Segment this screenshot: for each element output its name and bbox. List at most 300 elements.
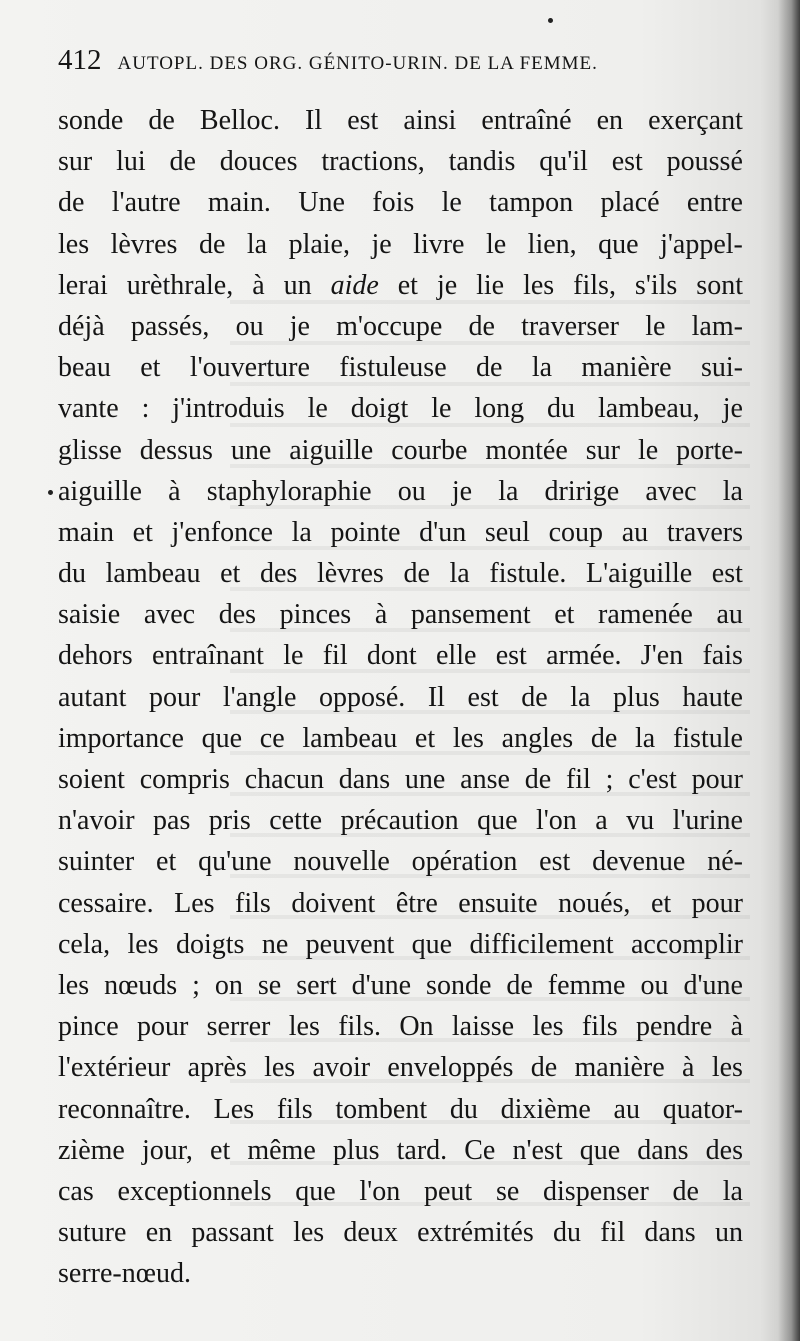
word: ;	[605, 764, 614, 795]
text-line	[58, 635, 743, 676]
word: exceptionnels	[117, 1175, 272, 1207]
word: travers	[666, 516, 743, 548]
word: je	[289, 310, 310, 342]
word: au	[716, 599, 743, 631]
word: la	[635, 722, 656, 754]
word: tractions,	[321, 146, 425, 178]
scan-shadow-edge	[778, 0, 800, 1341]
word: extrémités	[417, 1217, 534, 1249]
word: de	[524, 764, 552, 795]
word: m'occupe	[336, 310, 443, 342]
word: j'appel-	[660, 228, 743, 260]
word: :	[141, 393, 150, 425]
word: un	[283, 269, 312, 301]
word: doigts	[175, 928, 245, 960]
word: avoir	[312, 1052, 371, 1084]
word: à	[252, 269, 265, 301]
word: et	[554, 599, 575, 631]
word: pansement	[410, 599, 531, 631]
word: l'urine	[672, 805, 743, 837]
word: ne	[261, 928, 289, 960]
word: long	[474, 393, 525, 425]
word: urèthrale,	[126, 269, 234, 301]
word: serre-nœud.	[58, 1258, 191, 1290]
word: est	[347, 105, 379, 136]
word: et	[220, 558, 241, 590]
word: douces	[219, 146, 298, 178]
word: du	[449, 1093, 478, 1125]
word: Les	[174, 887, 215, 919]
word: est	[711, 558, 743, 590]
word: le	[485, 228, 507, 260]
word: à	[682, 1052, 695, 1084]
word: manière	[574, 1052, 665, 1084]
word: Les	[213, 1093, 255, 1125]
word: sonde	[58, 105, 124, 136]
word: à	[168, 475, 181, 507]
word: que	[295, 1175, 336, 1207]
word: la	[291, 516, 312, 548]
word: s'ils	[634, 269, 678, 301]
word: que	[598, 228, 639, 260]
word: ou	[640, 969, 669, 1001]
word: pas	[153, 805, 191, 837]
text-line	[58, 924, 743, 965]
word: dans	[338, 764, 391, 795]
word: anse	[460, 764, 510, 795]
word: et	[156, 846, 177, 878]
word: des	[705, 1134, 743, 1166]
word: est	[539, 846, 571, 878]
word: la	[570, 681, 591, 713]
word: sert	[296, 969, 337, 1001]
word: des	[259, 558, 298, 590]
word: Belloc.	[199, 105, 280, 136]
word: glisse	[58, 434, 122, 466]
text-line	[58, 1047, 743, 1088]
word: fistuleuse	[339, 352, 447, 384]
word: doivent	[291, 887, 376, 919]
word: se	[495, 1175, 520, 1207]
word: lèvres	[110, 228, 178, 260]
word: précaution	[340, 805, 459, 837]
word: que	[201, 722, 243, 754]
word: cette	[269, 805, 323, 837]
word: suinter	[58, 846, 135, 878]
word: Il	[427, 681, 445, 713]
word: sont	[696, 269, 743, 301]
word: les	[452, 722, 484, 754]
word: fils	[581, 1011, 618, 1043]
word: l'on	[535, 805, 577, 837]
word: femme	[547, 969, 626, 1001]
word: passés,	[130, 310, 210, 342]
word: chacun	[244, 764, 324, 795]
word: lambeau,	[597, 393, 700, 425]
word: qu'une	[198, 846, 272, 878]
word: le	[645, 310, 666, 342]
text-line	[58, 594, 743, 635]
word: déjà	[58, 310, 105, 342]
word: tampon	[489, 187, 574, 219]
word: de	[476, 352, 503, 384]
word: lambeau	[302, 722, 398, 754]
word: avec	[645, 475, 697, 507]
word: reconnaître.	[58, 1093, 191, 1125]
word: les	[293, 1217, 325, 1249]
text-line	[58, 471, 743, 512]
word: L'aiguille	[586, 558, 693, 590]
word: compris	[139, 764, 230, 795]
text-line	[58, 100, 743, 141]
word: manière	[581, 352, 672, 384]
word: deux	[343, 1217, 398, 1249]
word: de	[58, 187, 85, 219]
text-line	[58, 800, 743, 841]
word: sui-	[700, 352, 743, 384]
word: le	[637, 434, 659, 466]
word: les	[523, 269, 555, 301]
text-line	[58, 512, 743, 553]
word: fistule.	[489, 558, 567, 590]
ink-speck	[48, 490, 53, 495]
word: après	[187, 1052, 247, 1084]
word: cela,	[58, 928, 111, 960]
word: peuvent	[305, 928, 395, 960]
word: aiguille	[58, 475, 142, 507]
word: de	[169, 146, 196, 178]
word: que	[477, 805, 518, 837]
word: de	[672, 1175, 699, 1207]
word: opération	[411, 846, 518, 878]
word: poussé	[666, 146, 743, 178]
word: les	[711, 1052, 743, 1084]
word: ;	[192, 969, 200, 1001]
word: lam-	[691, 310, 743, 342]
word: dans	[637, 1134, 689, 1166]
word: tombent	[335, 1093, 428, 1125]
word: cessaire.	[58, 887, 154, 919]
word: nouvelle	[293, 846, 390, 878]
word: fil	[600, 1217, 626, 1249]
word: le	[431, 393, 452, 425]
word: la	[722, 1175, 743, 1207]
word: tandis	[448, 146, 516, 178]
word: dont	[366, 640, 417, 672]
word: sur	[585, 434, 620, 466]
word: de	[198, 228, 226, 260]
word: difficilement	[469, 928, 614, 960]
word: les	[532, 1011, 564, 1043]
word: d'une	[351, 969, 412, 1001]
word: seul	[484, 516, 530, 548]
text-line	[58, 182, 743, 223]
word: lambeau	[105, 558, 201, 590]
word: jour,	[141, 1134, 193, 1166]
word: fistule	[672, 722, 743, 754]
word: à	[374, 599, 388, 631]
word: nœuds	[104, 969, 178, 1001]
word: Une	[298, 187, 345, 219]
word: a	[595, 805, 608, 837]
text-line	[58, 1130, 743, 1171]
word: montée	[485, 434, 568, 466]
word: ramenée	[598, 599, 693, 631]
word: enveloppés	[387, 1052, 514, 1084]
word: pointe	[330, 516, 401, 548]
text-line	[58, 841, 743, 882]
word: l'autre	[111, 187, 181, 219]
word: lie	[476, 269, 505, 301]
word: beau	[58, 352, 111, 384]
word: saisie	[58, 599, 121, 631]
word: entraîné	[481, 105, 572, 136]
word: le	[307, 393, 328, 425]
word: l'extérieur	[58, 1052, 171, 1084]
word: des	[218, 599, 257, 631]
word: quator-	[662, 1093, 743, 1125]
text-line	[58, 883, 743, 924]
word: et	[140, 352, 161, 384]
text-line	[58, 677, 743, 718]
text-line	[58, 224, 743, 265]
word: les	[264, 1052, 296, 1084]
word: j'introduis	[172, 393, 285, 425]
word: la	[246, 228, 268, 260]
word: plus	[332, 1134, 380, 1166]
word: je	[451, 475, 473, 507]
word: aiguille	[289, 434, 374, 466]
word: pinces	[279, 599, 352, 631]
word: cas	[58, 1175, 94, 1207]
word: à	[730, 1011, 743, 1043]
word: porte-	[676, 434, 743, 466]
word: vante	[58, 393, 119, 425]
word: On	[399, 1011, 434, 1043]
word: armée.	[546, 640, 622, 672]
word: une	[404, 764, 446, 795]
text-line	[58, 718, 743, 759]
word: main	[58, 516, 114, 548]
word: lui	[116, 146, 146, 178]
word: fils	[235, 887, 271, 919]
word: n'est	[512, 1134, 563, 1166]
word: fais	[702, 640, 743, 672]
text-line	[58, 141, 743, 182]
word: vu	[626, 805, 655, 837]
word: de	[590, 722, 618, 754]
word: et	[210, 1134, 231, 1166]
word: la	[449, 558, 470, 590]
word: de	[468, 310, 495, 342]
word: traverser	[521, 310, 620, 342]
page-number: 412	[58, 44, 102, 76]
word: dans	[644, 1217, 696, 1249]
text-line	[58, 388, 743, 429]
word: la	[498, 475, 519, 507]
word: entraînant	[151, 640, 264, 672]
text-line	[58, 1171, 743, 1212]
word: angles	[501, 722, 574, 754]
word: je	[722, 393, 743, 425]
word: est	[611, 146, 643, 178]
word: pour	[691, 764, 743, 795]
text-line	[58, 1089, 743, 1130]
word: tard.	[396, 1134, 448, 1166]
text-line	[58, 1006, 743, 1047]
word: J'en	[640, 640, 684, 672]
word: et	[650, 887, 672, 919]
word: fil	[565, 764, 591, 795]
word: se	[257, 969, 282, 1001]
word: est	[495, 640, 527, 672]
word: même	[247, 1134, 316, 1166]
word: haute	[682, 681, 743, 713]
word: je	[371, 228, 392, 260]
word: de	[521, 681, 548, 713]
word: dririge	[544, 475, 620, 507]
word: doigt	[350, 393, 409, 425]
word: noués,	[558, 887, 631, 919]
word: exerçant	[648, 105, 743, 136]
word: les	[58, 228, 90, 260]
word: ou	[397, 475, 426, 507]
word: main.	[207, 187, 271, 219]
text-line	[58, 306, 743, 347]
word: n'avoir	[58, 805, 135, 837]
word: et	[414, 722, 436, 754]
word: l'ouverture	[189, 352, 310, 384]
word: lèvres	[316, 558, 384, 590]
word: courbe	[391, 434, 468, 466]
word: elle	[435, 640, 477, 672]
word: autant	[58, 681, 127, 713]
word: fil	[322, 640, 348, 672]
word: fois	[372, 187, 415, 219]
word: laisse	[451, 1011, 515, 1043]
word: au	[613, 1093, 640, 1125]
word: pince	[58, 1011, 119, 1043]
word: pris	[208, 805, 251, 837]
word: né-	[707, 846, 743, 878]
word: que	[411, 928, 453, 960]
word: la	[722, 475, 743, 507]
text-line	[58, 430, 743, 471]
word: pour	[136, 1011, 189, 1043]
word: ensuite	[458, 887, 538, 919]
word: fils	[276, 1093, 313, 1125]
word: j'enfonce	[171, 516, 273, 548]
word: un	[714, 1217, 743, 1249]
word: peut	[423, 1175, 473, 1207]
word: c'est	[628, 764, 677, 795]
word: lerai	[58, 269, 108, 301]
word: de	[148, 105, 175, 136]
word: sonde	[426, 969, 492, 1001]
running-title: AUTOPL. DES ORG. GÉNITO-URIN. DE LA FEMME.	[117, 53, 598, 74]
word: pour	[691, 887, 743, 919]
word: une	[230, 434, 272, 466]
word: entre	[686, 187, 743, 219]
word: pendre	[636, 1011, 713, 1043]
word: soient	[58, 764, 125, 795]
word: aide	[330, 269, 379, 301]
word: et	[132, 516, 153, 548]
word: qu'il	[539, 146, 588, 178]
word: d'une	[683, 969, 743, 1001]
word: d'un	[419, 516, 467, 548]
running-header	[58, 44, 698, 84]
word: la	[531, 352, 553, 384]
body-text	[58, 100, 743, 1294]
word: en	[145, 1217, 173, 1249]
word: en	[596, 105, 624, 136]
word: lien,	[527, 228, 577, 260]
word: opposé.	[318, 681, 406, 713]
text-line	[58, 265, 743, 306]
word: ce	[259, 722, 285, 754]
word: être	[395, 887, 438, 919]
word: de	[530, 1052, 558, 1084]
word: de	[506, 969, 533, 1001]
word: dispenser	[543, 1175, 649, 1207]
text-line	[58, 1253, 743, 1294]
word: dessus	[139, 434, 213, 466]
word: importance	[58, 722, 184, 754]
word: staphyloraphie	[206, 475, 372, 507]
word: les	[127, 928, 159, 960]
word: du	[547, 393, 576, 425]
word: Il	[305, 105, 323, 136]
word: les	[58, 969, 90, 1001]
word: plus	[613, 681, 660, 713]
ink-speck	[548, 18, 553, 23]
word: pour	[149, 681, 201, 713]
word: de	[403, 558, 430, 590]
word: fils.	[338, 1011, 381, 1043]
word: devenue	[592, 846, 686, 878]
word: on	[214, 969, 243, 1001]
word: plaie,	[288, 228, 350, 260]
word: que	[579, 1134, 621, 1166]
text-line	[58, 553, 743, 594]
word: zième	[58, 1134, 125, 1166]
word: passant	[191, 1217, 274, 1249]
word: livre	[413, 228, 465, 260]
word: l'angle	[222, 681, 297, 713]
word: au	[621, 516, 649, 548]
word: est	[467, 681, 499, 713]
word: accomplir	[631, 928, 743, 960]
word: du	[552, 1217, 581, 1249]
word: et	[397, 269, 418, 301]
word: avec	[143, 599, 196, 631]
word: suture	[58, 1217, 127, 1249]
word: ainsi	[403, 105, 457, 136]
word: le	[441, 187, 462, 219]
word: fils,	[573, 269, 616, 301]
word: ou	[235, 310, 264, 342]
text-line	[58, 759, 743, 800]
word: sur	[58, 146, 93, 178]
word: je	[436, 269, 458, 301]
word: dixième	[500, 1093, 591, 1125]
word: dehors	[58, 640, 133, 672]
word: placé	[600, 187, 660, 219]
word: les	[288, 1011, 320, 1043]
text-line	[58, 347, 743, 388]
text-line	[58, 1212, 743, 1253]
